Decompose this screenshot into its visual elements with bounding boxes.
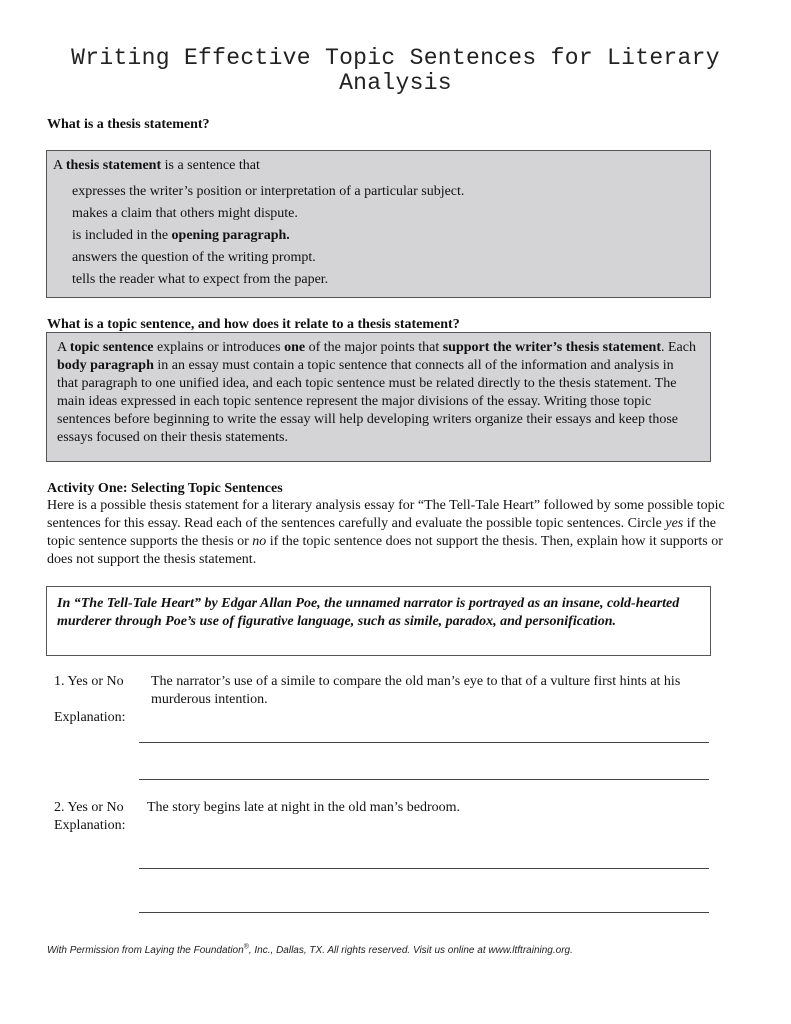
answer-line[interactable]	[139, 868, 709, 869]
question-1-sentence: The narrator’s use of a simile to compare the old man’s eye to that of a vulture first hints at his murderous intention.	[151, 674, 681, 707]
topic-definition-box	[46, 332, 711, 462]
question-2-prompt[interactable]: 2. Yes or No	[54, 800, 124, 815]
thesis-intro: A thesis statement is a sentence that	[53, 158, 260, 173]
thesis-definition-box	[46, 150, 711, 298]
thesis-item: expresses the writer’s position or interpretation of a particular subject.	[72, 184, 465, 199]
answer-line[interactable]	[139, 779, 709, 780]
answer-line[interactable]	[139, 742, 709, 743]
thesis-heading: What is a thesis statement?	[47, 117, 210, 132]
registered-mark: ®	[243, 943, 249, 951]
question-1-prompt[interactable]: 1. Yes or No	[54, 674, 124, 689]
question-2-explanation-label: Explanation:	[54, 818, 126, 833]
title-line-1: Writing Effective Topic Sentences for Literary	[71, 45, 720, 71]
question-1-explanation-label: Explanation:	[54, 710, 126, 725]
thesis-item: makes a claim that others might dispute.	[72, 206, 298, 221]
topic-heading: What is a topic sentence, and how does it relate to a thesis statement?	[47, 317, 460, 332]
thesis-item: answers the question of the writing prompt.	[72, 250, 316, 265]
footer-permission: With Permission from Laying the Foundation®, Inc., Dallas, TX. All rights reserved. Visit us online at www.ltftraining.org.	[47, 943, 573, 956]
title-line-2: Analysis	[339, 70, 452, 96]
thesis-item: is included in the opening paragraph.	[72, 228, 290, 243]
page-title	[40, 46, 751, 96]
topic-paragraph: A topic sentence explains or introduces one of the major points that support the writer’s thesis statement. Each body paragraph in an essay must contain a topic sentence that connects all of the information and analysis in that paragraph to one unified idea, and each topic sentence must be related directly to the thesis statement. The main ideas expressed in each topic sentence represent the major divisions of the essay. Writing those topic sentences before beginning to write the essay will help developing writers organize their essays and keep those essays focused on their thesis statements.	[57, 340, 696, 445]
sample-thesis-box	[46, 586, 711, 656]
sample-thesis-text: In “The Tell-Tale Heart” by Edgar Allan Poe, the unnamed narrator is portrayed as an insane, cold-hearted murderer through Poe’s use of figurative language, such as simile, paradox, and personification.	[57, 596, 680, 629]
thesis-item: tells the reader what to expect from the paper.	[72, 272, 329, 287]
activity-instructions: Here is a possible thesis statement for a literary analysis essay for “The Tell-Tale Heart” followed by some possible topic sentences for this essay. Read each of the sentences carefully and evaluate the possible topic sentences. Circle yes if the topic sentence supports the thesis or no if the topic sentence does not support the thesis. Then, explain how it supports or does not support the thesis statement.	[47, 498, 725, 567]
question-2-sentence: The story begins late at night in the old man’s bedroom.	[147, 800, 460, 815]
activity-heading: Activity One: Selecting Topic Sentences	[47, 481, 283, 496]
answer-line[interactable]	[139, 912, 709, 913]
